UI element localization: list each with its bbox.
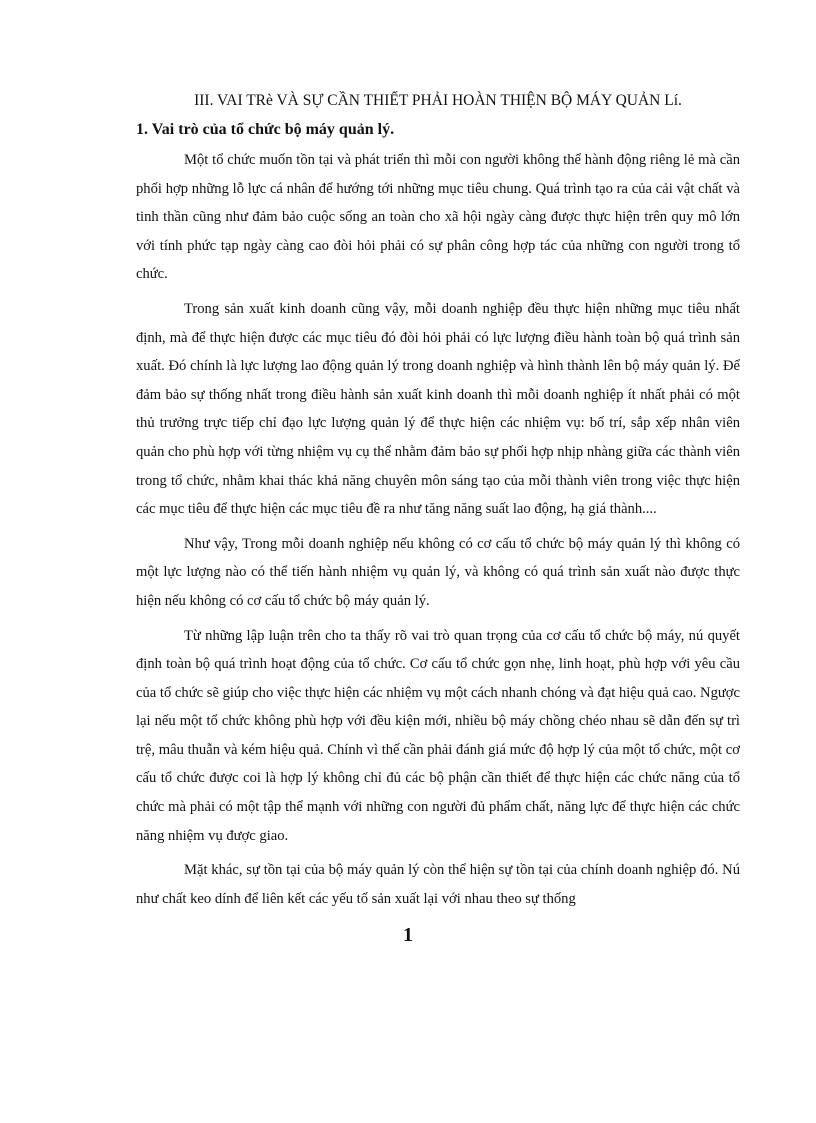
paragraph-3: Như vậy, Trong mỗi doanh nghiệp nếu không có cơ cấu tổ chức bộ máy quản lý thì không có một lực lượng nào có thể tiến hành nhiệm vụ quản lý, và không có quá trình sản xuất nào được thực hiện nếu không có cơ cấu tổ chức bộ máy quản lý. [136,535,740,609]
paragraph-1: Một tổ chức muốn tồn tại và phát triển thì mỗi con người không thể hành động riêng lẻ mà cần phối hợp những lỗ lực cá nhân để hướng tới những mục tiêu chung. Quá trình tạo ra của cải vật chất và tinh thần cũng như đảm bảo cuộc sống an toàn cho xã hội ngày càng được thực hiện trên quy mô lớn với tính phức tạp ngày càng cao đòi hỏi phải có sự phân công hợp tác của những con người trong tổ chức. [136,152,740,283]
chapter-heading: III. VAI TRè VÀ SỰ CẦN THIẾT PHẢI HOÀN THIỆN BỘ MÁY QUẢN Lí. [194,92,682,109]
section-title: 1. Vai trò của tổ chức bộ máy quản lý. [136,121,395,138]
document-page [136,88,740,919]
paragraph-4: Từ những lập luận trên cho ta thấy rõ vai trò quan trọng của cơ cấu tổ chức bộ máy, nú quyết định toàn bộ quá trình hoạt động của tổ chức. Cơ cấu tổ chức gọn nhẹ, linh hoạt, phù hợp với yêu cầu của tổ chức sẽ giúp cho việc thực hiện các nhiệm vụ một cách nhanh chóng và đạt hiệu quả cao. Ngược lại nếu một tổ chức không phù hợp với đều kiện mới, nhiều bộ máy chồng chéo nhau sẽ dẫn đến sự trì trệ, mâu thuẫn và kém hiệu quả. Chính vì thế cần phải đánh giá mức độ hợp lý của một tổ chức, một cơ cấu tổ chức được coi là hợp lý không chỉ đủ các bộ phận cần thiết để thực hiện các chức năng của tổ chức mà phải có một tập thể mạnh với những con người đủ phẩm chất, năng lực để thực hiện các chức năng nhiệm vụ được giao. [136,627,740,844]
paragraph-5: Mặt khác, sự tồn tại của bộ máy quản lý còn thể hiện sự tồn tại của chính doanh nghiệp đó. Nú như chất keo dính để liên kết các yếu tố sản xuất lại với nhau theo sự thống [136,862,740,907]
page-number: 1 [403,924,413,946]
paragraph-2: Trong sản xuất kinh doanh cũng vậy, mỗi doanh nghiệp đều thực hiện những mục tiêu nhất định, mà để thực hiện được các mục tiêu đó đòi hỏi phải có lực lượng điều hành toàn bộ quá trình sản xuất. Đó chính là lực lượng lao động quản lý trong doanh nghiệp và hình thành lên bộ máy quản lý. Để đảm bảo sự thống nhất trong điều hành sản xuất kinh doanh thì mỗi doanh nghiệp ít nhất phải có một thủ trưởng trực tiếp chỉ đạo lực lượng quản lý để thực hiện các nhiệm vụ: bố trí, sắp xếp nhân viên quản cho phù hợp với từng nhiệm vụ cụ thể nhằm đảm bảo sự phối hợp nhịp nhàng giữa các thành viên trong tổ chức, nhằm khai thác khả năng chuyên môn sáng tạo của mỗi thành viên trong việc thực hiện các mục tiêu để thực hiện các mục tiêu đề ra như tăng năng suất lao động, hạ giá thành.... [136,300,740,518]
